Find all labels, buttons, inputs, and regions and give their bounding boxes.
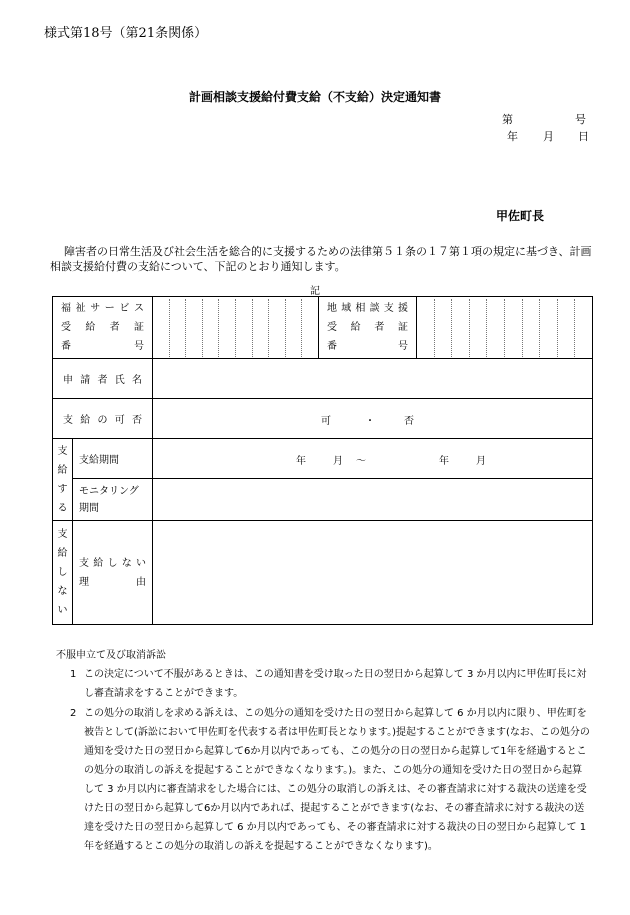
number-dai: 第 [502,113,513,126]
regional-label-char: 番 [327,341,337,352]
applicant-label-char: 申 [63,375,73,386]
digit-box[interactable] [523,299,541,357]
document-title: 計画相談支援給付費支給（不支給）決定通知書 [188,90,441,104]
monitoring-label [73,479,153,521]
nongrant-side-label [53,521,73,625]
date-month: 月 [543,130,554,143]
applicant-label-char: 名 [132,375,142,386]
welfare-label-char: 証 [133,322,144,333]
decision-dot: ・ [365,415,375,427]
digit-box[interactable] [253,299,270,357]
digit-box[interactable] [470,299,488,357]
digit-box[interactable] [286,299,303,357]
grant-side-char: す [57,483,68,495]
ki-heading: 記 [310,286,320,297]
decision-label-char: の [97,415,108,426]
monitoring-field[interactable] [153,479,593,521]
reason-label-char: 給 [93,557,104,569]
welfare-label-char: 福 [61,303,71,314]
objection-item-2-text: この処分の取消しを求める訴えは、この処分の通知を受けた日の翌日から起算して 6 か月以内に限り、甲佐町を被告として(訴訟において甲佐町を代表する者は甲佐町長となります。)提起することができます(なお、この処分の通知を受けた日の翌日から起算して6か月以内であっても、この処分の日の翌日から起算して1年を経過するとこの処分の取消しの訴えを提起することができなくなります。)。また、この処分の通知を受けた日の翌日から起算して 3 か月以内に審査請求をした場合には、この処分の取消しの訴えは、その審査請求に対する裁決の送達を受けた日の翌日から起算して6か月以内であれば、提起することができます(なお、その審査請求に対する裁決の送達を受けた日の翌日から起算して 6 か月以内であっても、その審査請求に対する裁決の日の翌日から起算して 1 年を経過するとこの処分の取消しの訴えを提起することができなくなります)。 [84,708,590,852]
reason-label-char: し [107,557,118,569]
nongrant-side-char: 支 [57,529,68,540]
reason-label-char: 由 [136,576,146,588]
regional-label-char: 域 [341,303,352,314]
grant-side-label [53,439,73,521]
digit-box[interactable] [417,299,435,357]
regional-label-char: 地 [327,303,337,314]
number-go: 号 [575,113,586,126]
welfare-label-char: ビ [119,303,130,314]
period-tilde: 〜 [356,455,366,467]
digit-box[interactable] [575,299,592,357]
nongrant-side-char: 給 [57,548,68,559]
regional-label-char: 給 [350,322,361,333]
objection-item-2-number: 2 [70,708,77,719]
digit-box[interactable] [487,299,505,357]
digit-box[interactable] [236,299,253,357]
digit-box[interactable] [203,299,220,357]
objection-item-1-text: この決定について不服があるときは、この通知書を受け取った日の翌日から起算して 3 か月以内に甲佐町長に対し審査請求をすることができます。 [84,669,587,699]
period-field[interactable] [153,439,593,479]
nongrant-side-char: な [57,586,68,597]
decision-label-char: 否 [132,415,142,426]
digit-box[interactable] [505,299,523,357]
welfare-label-char: 者 [109,322,120,333]
digit-box[interactable] [219,299,236,357]
digit-box[interactable] [302,299,318,357]
regional-label-char: 証 [397,322,408,333]
decision-no: 否 [404,415,414,427]
regional-label-char: 談 [369,303,380,314]
digit-box[interactable] [558,299,576,357]
reason-label-char: 理 [79,576,89,588]
period-year-1: 年 [296,455,306,467]
digit-box[interactable] [435,299,453,357]
applicant-label-char: 者 [97,375,108,386]
decision-label-char: 給 [80,415,91,426]
intro-text: 障害者の日常生活及び社会生活を総合的に支援するための法律第５１条の１７第１項の規定に基づき、計画相談支援給付費の支給について、下記のとおり通知します。 [50,245,592,273]
welfare-label-char: 給 [85,322,96,333]
objection-heading: 不服申立て及び取消訴訟 [56,650,166,661]
issuer-name: 甲佐町長 [496,209,545,223]
regional-support-number-field[interactable] [417,297,593,359]
applicant-name-label [53,359,153,399]
reason-field[interactable] [153,521,593,625]
decision-table [52,296,593,625]
welfare-service-number-label [53,297,153,359]
period-label: 支給期間 [73,439,153,479]
welfare-label-char: 祉 [75,303,86,314]
reason-label-char: い [136,557,146,569]
decision-label-char: 可 [114,415,125,426]
form-number: 様式第18号（第21条関係） [44,26,208,41]
decision-label-char: 支 [63,415,73,426]
digit-box[interactable] [186,299,203,357]
grant-side-char: る [57,502,68,514]
regional-label-char: 援 [397,303,408,314]
monitoring-label-line1: モニタリング [79,485,139,497]
period-year-2: 年 [439,455,449,467]
digit-box[interactable] [540,299,558,357]
decision-label [53,399,153,439]
welfare-label-char: 番 [61,341,71,352]
welfare-label-char: 号 [134,341,144,352]
welfare-label-char: 受 [61,322,71,333]
grant-side-char: 給 [57,464,68,476]
regional-label-char: 受 [327,322,337,333]
applicant-name-field[interactable] [153,359,593,399]
reason-label-char: な [121,557,132,569]
grant-side-char: 支 [57,445,68,457]
welfare-service-number-field[interactable] [153,297,319,359]
decision-field[interactable] [153,399,593,439]
regional-label-char: 相 [355,303,366,314]
date-year: 年 [507,130,518,143]
regional-label-char: 号 [398,341,408,352]
regional-support-number-label [319,297,417,359]
digit-box[interactable] [452,299,470,357]
period-month-2: 月 [476,455,486,467]
decision-yes: 可 [321,415,331,427]
digit-box[interactable] [269,299,286,357]
applicant-label-char: 請 [80,375,91,386]
objection-item-2 [70,704,590,856]
monitoring-label-line2: 期間 [79,502,99,514]
regional-label-char: 支 [383,303,394,314]
welfare-label-char: ス [133,303,144,314]
reason-label-char: 支 [79,557,89,569]
reason-label [73,521,153,625]
digit-box[interactable] [170,299,187,357]
nongrant-side-char: い [57,605,68,616]
objection-item-1 [70,665,590,703]
date-day: 日 [578,130,589,143]
welfare-label-char: サ [90,303,101,314]
objection-item-1-number: 1 [70,669,77,680]
applicant-label-char: 氏 [114,375,125,386]
period-month-1: 月 [333,455,343,467]
regional-label-char: 者 [374,322,385,333]
welfare-label-char: ー [104,303,115,314]
digit-box[interactable] [153,299,170,357]
nongrant-side-char: し [57,567,68,578]
